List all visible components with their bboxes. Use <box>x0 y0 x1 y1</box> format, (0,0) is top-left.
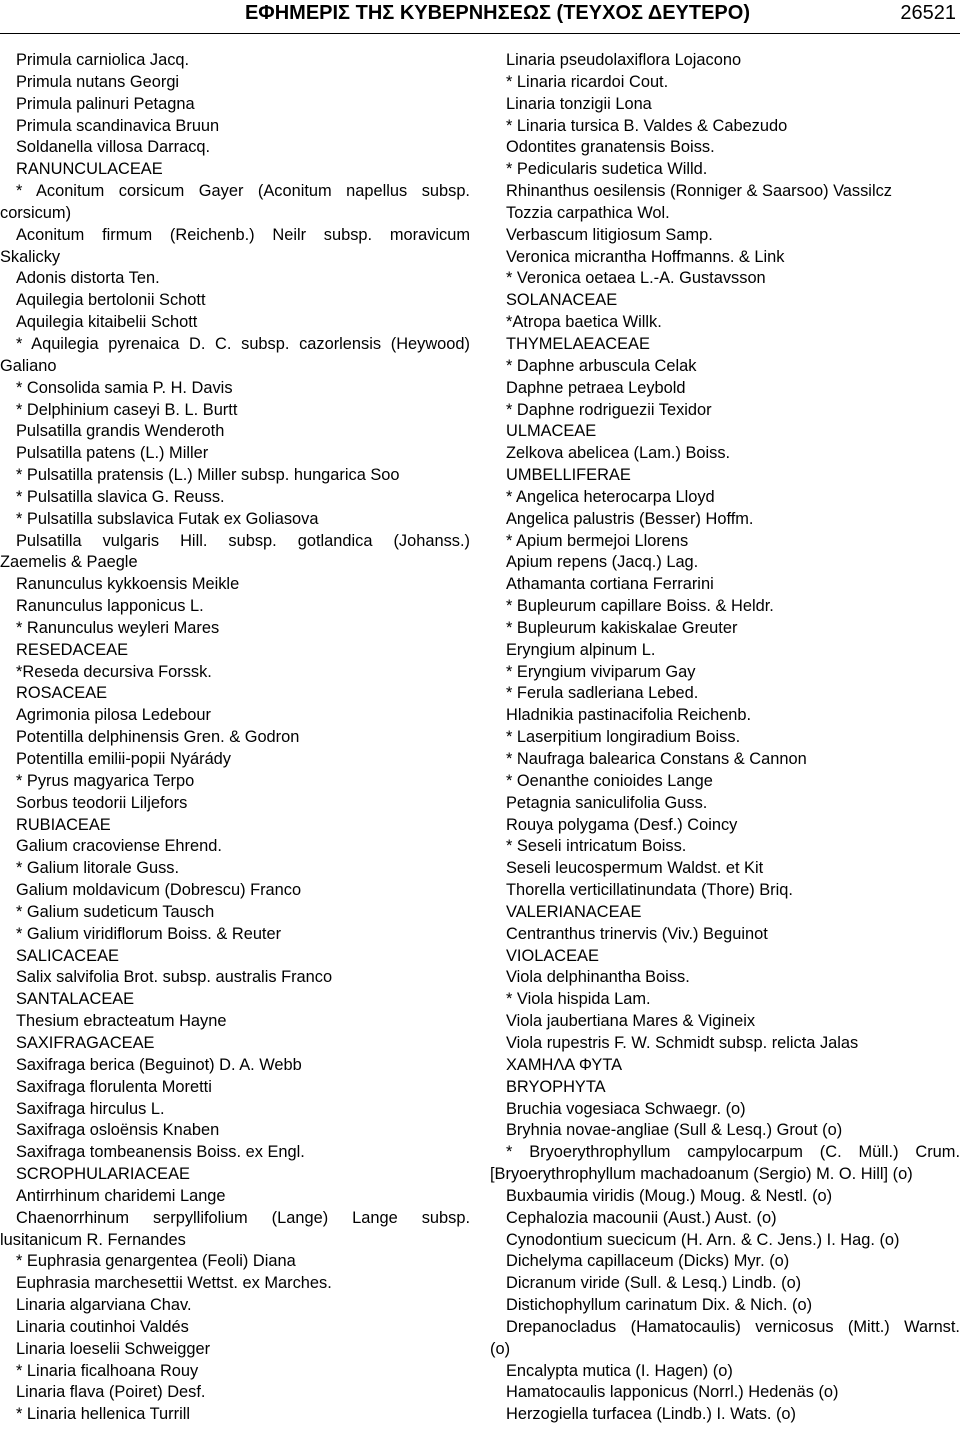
list-item: Hamatocaulis lapponicus (Norrl.) Hedenäs (o) <box>506 1383 839 1402</box>
list-item: Antirrhinum charidemi Lange <box>16 1186 226 1205</box>
list-item: Skalicky <box>0 247 61 266</box>
list-item: Viola jaubertiana Mares & Vigineix <box>506 1012 756 1031</box>
list-item: * Ranunculus weyleri Mares <box>16 618 220 637</box>
list-item: Rouya polygama (Desf.) Coincy <box>506 815 738 834</box>
list-item: Veronica micrantha Hoffmanns. & Link <box>506 247 785 266</box>
list-item: lusitanicum R. Fernandes <box>0 1230 186 1249</box>
list-item: Buxbaumia viridis (Moug.) Moug. & Nestl. (o) <box>506 1186 833 1205</box>
list-item: SANTALACEAE <box>16 990 135 1009</box>
list-item: Ranunculus lapponicus L. <box>16 597 204 616</box>
list-item: * Linaria hellenica Turrill <box>16 1405 191 1424</box>
list-item: Aconitum firmum (Reichenb.) Neilr subsp. moravicum <box>16 225 470 244</box>
list-item: * Viola hispida Lam. <box>506 990 651 1009</box>
list-item: Linaria coutinhoi Valdés <box>16 1317 189 1336</box>
list-item: Linaria tonzigii Lona <box>506 94 652 113</box>
list-item: THYMELAEACEAE <box>506 334 650 353</box>
list-item: Linaria algarviana Chav. <box>16 1296 192 1315</box>
page-header <box>0 2 960 28</box>
list-item: ULMACEAE <box>506 422 597 441</box>
list-item: Petagnia saniculifolia Guss. <box>506 793 708 812</box>
list-item: Euphrasia marchesettii Wettst. ex Marches. <box>16 1274 332 1293</box>
list-item: Primula nutans Georgi <box>16 72 180 91</box>
list-item: *Reseda decursiva Forssk. <box>16 662 212 681</box>
list-item: Encalypta mutica (I. Hagen) (o) <box>506 1361 733 1380</box>
list-item: Primula scandinavica Bruun <box>16 116 220 135</box>
list-item: [Bryoerythrophyllum machadoanum (Sergio) M. O. Hill] (o) <box>490 1165 913 1184</box>
list-item: * Daphne rodriguezii Texidor <box>506 400 712 419</box>
list-item: Cephalozia macounii (Aust.) Aust. (o) <box>506 1208 777 1227</box>
list-item: Distichophyllum carinatum Dix. & Nich. (o) <box>506 1296 813 1315</box>
list-item: UMBELLIFERAE <box>506 466 631 485</box>
left-column <box>0 50 470 1426</box>
list-item: Zelkova abelicea (Lam.) Boiss. <box>506 444 731 463</box>
list-item: Pulsatilla patens (L.) Miller <box>16 444 209 463</box>
list-item: * Aquilegia pyrenaica D. C. subsp. cazorlensis (Heywood) <box>16 334 470 353</box>
list-item: Rhinanthus oesilensis (Ronniger & Saarsoo) Vassilcz <box>506 182 892 201</box>
list-item: * Aconitum corsicum Gayer (Aconitum napellus subsp. <box>16 182 470 201</box>
list-item: * Pulsatilla slavica G. Reuss. <box>16 487 225 506</box>
list-item: Seseli leucospermum Waldst. et Kit <box>506 859 764 878</box>
list-item: Sorbus teodorii Liljefors <box>16 793 188 812</box>
list-item: * Consolida samia P. H. Davis <box>16 378 233 397</box>
list-item: * Galium sudeticum Tausch <box>16 902 215 921</box>
list-item: Saxifraga hirculus L. <box>16 1099 165 1118</box>
list-item: Odontites granatensis Boiss. <box>506 138 715 157</box>
list-item: SCROPHULARIACEAE <box>16 1165 190 1184</box>
list-item: SOLANACEAE <box>506 291 618 310</box>
list-item: * Pedicularis sudetica Willd. <box>506 160 708 179</box>
list-item: RANUNCULACEAE <box>16 160 163 179</box>
list-item: Aquilegia bertolonii Schott <box>16 291 206 310</box>
list-item: Soldanella villosa Darracq. <box>16 138 211 157</box>
list-item: Agrimonia pilosa Ledebour <box>16 706 211 725</box>
list-item: Athamanta cortiana Ferrarini <box>506 575 714 594</box>
list-item: * Pyrus magyarica Terpo <box>16 771 195 790</box>
list-item: Daphne petraea Leybold <box>506 378 686 397</box>
list-item: Salix salvifolia Brot. subsp. australis Franco <box>16 968 333 987</box>
list-item: * Delphinium caseyi B. L. Burtt <box>16 400 238 419</box>
gazette-title: ΕΦΗΜΕΡΙΣ ΤΗΣ ΚΥΒΕΡΝΗΣΕΩΣ (ΤΕΥΧΟΣ ΔΕΥΤΕΡΟ) <box>244 2 750 24</box>
list-item: Galium moldavicum (Dobrescu) Franco <box>16 881 302 900</box>
list-item: Adonis distorta Ten. <box>16 269 160 288</box>
list-item: Potentilla emilii-popii Nyárády <box>16 750 231 768</box>
header-rule <box>0 33 960 34</box>
list-item: Zaemelis & Paegle <box>0 553 138 572</box>
list-item: Saxifraga tombeanensis Boiss. ex Engl. <box>16 1143 305 1162</box>
list-item: Potentilla delphinensis Gren. & Godron <box>16 728 300 747</box>
list-item: Primula palinuri Petagna <box>16 94 195 113</box>
list-item: Herzogiella turfacea (Lindb.) I. Wats. (o) <box>506 1405 796 1424</box>
list-item: ΧΑΜΗΛΑ ΦΥΤΑ <box>506 1055 623 1074</box>
list-item: * Pulsatilla subslavica Futak ex Goliasova <box>16 509 319 528</box>
list-item: Linaria flava (Poiret) Desf. <box>16 1383 206 1402</box>
list-item: Verbascum litigiosum Samp. <box>506 225 713 244</box>
list-item: Pulsatilla grandis Wenderoth <box>16 422 225 441</box>
list-item: VIOLACEAE <box>506 946 599 965</box>
list-item: * Bryoerythrophyllum campylocarpum (C. Müll.) Crum. <box>506 1143 960 1162</box>
list-item: * Oenanthe conioides Lange <box>506 771 713 790</box>
list-item: ROSACEAE <box>16 684 108 703</box>
list-item: * Veronica oetaea L.-A. Gustavsson <box>506 269 766 288</box>
list-item: * Bupleurum kakiskalae Greuter <box>506 618 738 637</box>
list-item: BRYOPHYTA <box>506 1077 606 1096</box>
list-item: * Angelica heterocarpa Lloyd <box>506 487 715 506</box>
list-item: * Pulsatilla pratensis (L.) Miller subsp. hungarica Soo <box>16 466 400 485</box>
list-item: * Seseli intricatum Boiss. <box>506 837 687 856</box>
page-number: 26521 <box>900 2 956 24</box>
list-item: VALERIANACEAE <box>506 902 642 921</box>
list-item: Pulsatilla vulgaris Hill. subsp. gotlandica (Johanss.) <box>16 531 470 550</box>
list-item: * Euphrasia genargentea (Feoli) Diana <box>16 1252 296 1271</box>
list-item: * Galium viridiflorum Boiss. & Reuter <box>16 924 282 943</box>
list-item: Bruchia vogesiaca Schwaegr. (o) <box>506 1099 746 1118</box>
list-item: SAXIFRAGACEAE <box>16 1033 155 1052</box>
list-item: Ranunculus kykkoensis Meikle <box>16 575 240 594</box>
list-item: * Laserpitium longiradium Boiss. <box>506 728 741 747</box>
list-item: * Bupleurum capillare Boiss. & Heldr. <box>506 597 774 616</box>
list-item: Tozzia carpathica Wol. <box>506 203 670 222</box>
list-item: * Apium bermejoi Llorens <box>506 531 689 550</box>
list-item: Chaenorrhinum serpyllifolium (Lange) Lange subsp. <box>16 1208 470 1227</box>
list-item: * Linaria ficalhoana Rouy <box>16 1361 199 1380</box>
list-item: * Linaria tursica B. Valdes & Cabezudo <box>506 116 788 135</box>
list-item: Centranthus trinervis (Viv.) Beguinot <box>506 924 768 943</box>
list-item: * Galium litorale Guss. <box>16 859 180 878</box>
list-item: Galiano <box>0 356 57 375</box>
list-item: Hladnikia pastinacifolia Reichenb. <box>506 706 752 725</box>
list-item: * Ferula sadleriana Lebed. <box>506 684 699 703</box>
list-item: Galium cracoviense Ehrend. <box>16 837 222 856</box>
list-item: Dichelyma capillaceum (Dicks) Myr. (o) <box>506 1252 790 1271</box>
list-item: Viola rupestris F. W. Schmidt subsp. relicta Jalas <box>506 1033 859 1052</box>
list-item: Primula carniolica Jacq. <box>16 51 190 69</box>
list-item: * Eryngium viviparum Gay <box>506 662 696 681</box>
list-item: (o) <box>490 1339 511 1358</box>
list-item: Linaria pseudolaxiflora Lojacono <box>506 51 742 69</box>
list-item: Apium repens (Jacq.) Lag. <box>506 553 699 572</box>
list-item: Thorella verticillatinundata (Thore) Briq. <box>506 881 793 900</box>
list-item: Drepanocladus (Hamatocaulis) vernicosus (Mitt.) Warnst. <box>506 1317 960 1336</box>
list-item: Bryhnia novae-angliae (Sull & Lesq.) Grout (o) <box>506 1121 843 1140</box>
list-item: Dicranum viride (Sull. & Lesq.) Lindb. (o) <box>506 1274 802 1293</box>
list-item: * Linaria ricardoi Cout. <box>506 72 669 91</box>
right-column <box>490 50 960 1426</box>
list-item: Linaria loeselii Schweigger <box>16 1339 211 1358</box>
list-item: SALICACEAE <box>16 946 119 965</box>
list-item: Eryngium alpinum L. <box>506 640 656 659</box>
list-item: Saxifraga florulenta Moretti <box>16 1077 212 1096</box>
list-item: Angelica palustris (Besser) Hoffm. <box>506 509 754 528</box>
list-item: Viola delphinantha Boiss. <box>506 968 690 987</box>
list-item: Saxifraga berica (Beguinot) D. A. Webb <box>16 1055 302 1074</box>
list-item: Thesium ebracteatum Hayne <box>16 1012 227 1031</box>
list-item: Cynodontium suecicum (H. Arn. & C. Jens.) I. Hag. (o) <box>506 1230 900 1249</box>
list-item: Saxifraga osloënsis Knaben <box>16 1121 220 1140</box>
list-item: *Atropa baetica Willk. <box>506 313 662 332</box>
list-item: Aquilegia kitaibelii Schott <box>16 313 198 332</box>
list-item: * Daphne arbuscula Celak <box>506 356 697 375</box>
list-item: * Naufraga balearica Constans & Cannon <box>506 750 807 768</box>
list-item: RUBIACEAE <box>16 815 111 834</box>
list-item: corsicum) <box>0 203 72 222</box>
list-item: RESEDACEAE <box>16 640 129 659</box>
